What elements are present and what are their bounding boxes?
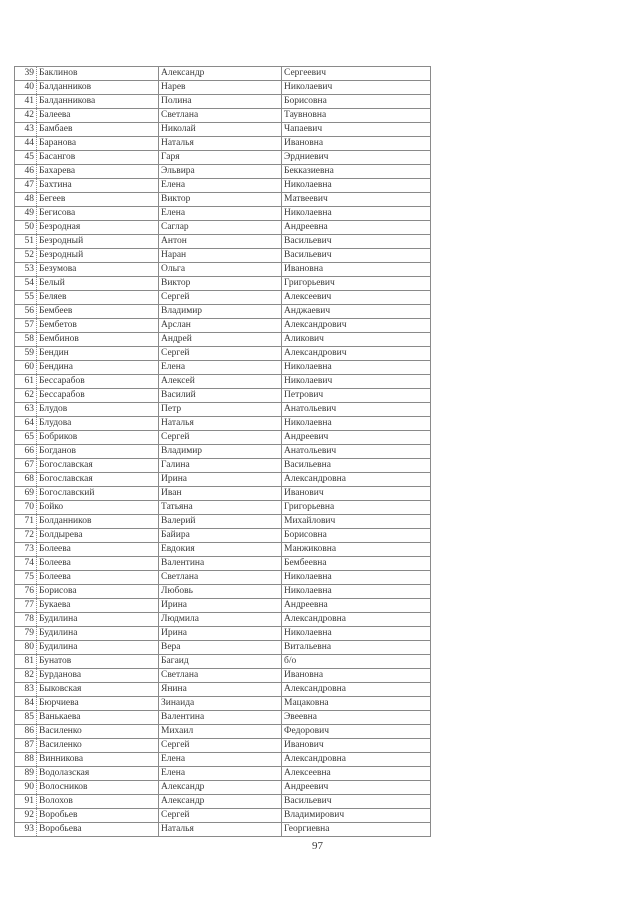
table-row <box>15 725 431 739</box>
first-name-cell: Елена <box>159 753 282 767</box>
patronymic-cell: Анджаевич <box>282 305 431 319</box>
table-row <box>15 543 431 557</box>
patronymic-cell: Николаевна <box>282 417 431 431</box>
last-name-cell: Бессарабов <box>37 375 159 389</box>
table-row <box>15 781 431 795</box>
first-name-cell: Ольга <box>159 263 282 277</box>
row-number-cell: 72 <box>15 529 37 543</box>
table-row <box>15 277 431 291</box>
patronymic-cell: Николаевна <box>282 627 431 641</box>
last-name-cell: Богославский <box>37 487 159 501</box>
last-name-cell: Бембинов <box>37 333 159 347</box>
table-row <box>15 207 431 221</box>
row-number-cell: 54 <box>15 277 37 291</box>
table-row <box>15 375 431 389</box>
first-name-cell: Наран <box>159 249 282 263</box>
row-number-cell: 49 <box>15 207 37 221</box>
first-name-cell: Багаид <box>159 655 282 669</box>
first-name-cell: Людмила <box>159 613 282 627</box>
table-row <box>15 627 431 641</box>
first-name-cell: Ирина <box>159 599 282 613</box>
last-name-cell: Бегеев <box>37 193 159 207</box>
row-number-cell: 42 <box>15 109 37 123</box>
table-row <box>15 179 431 193</box>
first-name-cell: Сергей <box>159 431 282 445</box>
table-row <box>15 235 431 249</box>
patronymic-cell: Васильевна <box>282 459 431 473</box>
patronymic-cell: Николаевич <box>282 81 431 95</box>
row-number-cell: 59 <box>15 347 37 361</box>
row-number-cell: 44 <box>15 137 37 151</box>
patronymic-cell: Владимирович <box>282 809 431 823</box>
patronymic-cell: Александрович <box>282 347 431 361</box>
first-name-cell: Светлана <box>159 571 282 585</box>
patronymic-cell: Мацаковна <box>282 697 431 711</box>
table-row <box>15 501 431 515</box>
row-number-cell: 84 <box>15 697 37 711</box>
last-name-cell: Блудова <box>37 417 159 431</box>
row-number-cell: 89 <box>15 767 37 781</box>
table-row <box>15 347 431 361</box>
table-row <box>15 571 431 585</box>
patronymic-cell: Ивановна <box>282 137 431 151</box>
last-name-cell: Волохов <box>37 795 159 809</box>
first-name-cell: Байира <box>159 529 282 543</box>
row-number-cell: 39 <box>15 67 37 81</box>
row-number-cell: 83 <box>15 683 37 697</box>
patronymic-cell: Борисовна <box>282 529 431 543</box>
table-row <box>15 655 431 669</box>
row-number-cell: 64 <box>15 417 37 431</box>
row-number-cell: 80 <box>15 641 37 655</box>
last-name-cell: Баклинов <box>37 67 159 81</box>
patronymic-cell: Михайлович <box>282 515 431 529</box>
last-name-cell: Бобриков <box>37 431 159 445</box>
last-name-cell: Белый <box>37 277 159 291</box>
row-number-cell: 66 <box>15 445 37 459</box>
patronymic-cell: Александровна <box>282 613 431 627</box>
first-name-cell: Саглар <box>159 221 282 235</box>
first-name-cell: Сергей <box>159 809 282 823</box>
patronymic-cell: Николаевна <box>282 179 431 193</box>
last-name-cell: Богославская <box>37 473 159 487</box>
patronymic-cell: Александрович <box>282 319 431 333</box>
row-number-cell: 62 <box>15 389 37 403</box>
table-row <box>15 431 431 445</box>
row-number-cell: 73 <box>15 543 37 557</box>
last-name-cell: Безумова <box>37 263 159 277</box>
patronymic-cell: Аликович <box>282 333 431 347</box>
row-number-cell: 90 <box>15 781 37 795</box>
patronymic-cell: Иванович <box>282 487 431 501</box>
last-name-cell: Болданников <box>37 515 159 529</box>
last-name-cell: Будилина <box>37 627 159 641</box>
first-name-cell: Нарев <box>159 81 282 95</box>
last-name-cell: Баранова <box>37 137 159 151</box>
first-name-cell: Александр <box>159 67 282 81</box>
table-row <box>15 473 431 487</box>
last-name-cell: Бойко <box>37 501 159 515</box>
row-number-cell: 50 <box>15 221 37 235</box>
table-row <box>15 319 431 333</box>
names-table-container <box>14 66 430 837</box>
last-name-cell: Водолазская <box>37 767 159 781</box>
last-name-cell: Бендин <box>37 347 159 361</box>
table-row <box>15 795 431 809</box>
patronymic-cell: Васильевич <box>282 795 431 809</box>
patronymic-cell: Борисовна <box>282 95 431 109</box>
table-row <box>15 767 431 781</box>
first-name-cell: Наталья <box>159 417 282 431</box>
row-number-cell: 92 <box>15 809 37 823</box>
row-number-cell: 57 <box>15 319 37 333</box>
patronymic-cell: Витальевна <box>282 641 431 655</box>
last-name-cell: Болдырева <box>37 529 159 543</box>
first-name-cell: Николай <box>159 123 282 137</box>
table-row <box>15 585 431 599</box>
patronymic-cell: Александровна <box>282 753 431 767</box>
table-row <box>15 711 431 725</box>
table-row <box>15 669 431 683</box>
first-name-cell: Антон <box>159 235 282 249</box>
patronymic-cell: Александровна <box>282 683 431 697</box>
row-number-cell: 63 <box>15 403 37 417</box>
table-row <box>15 249 431 263</box>
patronymic-cell: Николаевна <box>282 361 431 375</box>
last-name-cell: Безродный <box>37 249 159 263</box>
first-name-cell: Полина <box>159 95 282 109</box>
last-name-cell: Болеева <box>37 571 159 585</box>
table-row <box>15 515 431 529</box>
last-name-cell: Бессарабов <box>37 389 159 403</box>
last-name-cell: Безродный <box>37 235 159 249</box>
first-name-cell: Янина <box>159 683 282 697</box>
patronymic-cell: Николаевна <box>282 207 431 221</box>
patronymic-cell: Бембеевна <box>282 557 431 571</box>
first-name-cell: Ирина <box>159 627 282 641</box>
patronymic-cell: Ивановна <box>282 669 431 683</box>
first-name-cell: Галина <box>159 459 282 473</box>
names-table <box>14 66 431 837</box>
last-name-cell: Будилина <box>37 641 159 655</box>
patronymic-cell: Николаевна <box>282 585 431 599</box>
table-row <box>15 333 431 347</box>
table-row <box>15 459 431 473</box>
row-number-cell: 56 <box>15 305 37 319</box>
first-name-cell: Владимир <box>159 445 282 459</box>
row-number-cell: 55 <box>15 291 37 305</box>
first-name-cell: Сергей <box>159 739 282 753</box>
row-number-cell: 71 <box>15 515 37 529</box>
patronymic-cell: Андреевна <box>282 221 431 235</box>
first-name-cell: Любовь <box>159 585 282 599</box>
patronymic-cell: Эвеевна <box>282 711 431 725</box>
last-name-cell: Басангов <box>37 151 159 165</box>
table-row <box>15 445 431 459</box>
first-name-cell: Наталья <box>159 137 282 151</box>
patronymic-cell: Васильевич <box>282 249 431 263</box>
patronymic-cell: Петрович <box>282 389 431 403</box>
first-name-cell: Александр <box>159 795 282 809</box>
row-number-cell: 47 <box>15 179 37 193</box>
row-number-cell: 43 <box>15 123 37 137</box>
row-number-cell: 68 <box>15 473 37 487</box>
row-number-cell: 60 <box>15 361 37 375</box>
table-row <box>15 291 431 305</box>
table-row <box>15 151 431 165</box>
patronymic-cell: Андреевич <box>282 431 431 445</box>
patronymic-cell: Эрдниевич <box>282 151 431 165</box>
first-name-cell: Валентина <box>159 557 282 571</box>
first-name-cell: Петр <box>159 403 282 417</box>
last-name-cell: Бюрчиева <box>37 697 159 711</box>
patronymic-cell: Васильевич <box>282 235 431 249</box>
row-number-cell: 91 <box>15 795 37 809</box>
patronymic-cell: Андреевич <box>282 781 431 795</box>
row-number-cell: 69 <box>15 487 37 501</box>
row-number-cell: 41 <box>15 95 37 109</box>
row-number-cell: 45 <box>15 151 37 165</box>
first-name-cell: Ирина <box>159 473 282 487</box>
first-name-cell: Вера <box>159 641 282 655</box>
row-number-cell: 81 <box>15 655 37 669</box>
patronymic-cell: Анатольевич <box>282 445 431 459</box>
last-name-cell: Бембетов <box>37 319 159 333</box>
last-name-cell: Бахарева <box>37 165 159 179</box>
table-row <box>15 683 431 697</box>
last-name-cell: Блудов <box>37 403 159 417</box>
first-name-cell: Эльвира <box>159 165 282 179</box>
last-name-cell: Безродная <box>37 221 159 235</box>
patronymic-cell: Манжиковна <box>282 543 431 557</box>
patronymic-cell: Таувновна <box>282 109 431 123</box>
patronymic-cell: Чапаевич <box>282 123 431 137</box>
row-number-cell: 88 <box>15 753 37 767</box>
table-row <box>15 263 431 277</box>
table-row <box>15 823 431 837</box>
last-name-cell: Балданникова <box>37 95 159 109</box>
last-name-cell: Богданов <box>37 445 159 459</box>
first-name-cell: Валерий <box>159 515 282 529</box>
table-row <box>15 697 431 711</box>
first-name-cell: Андрей <box>159 333 282 347</box>
last-name-cell: Бегисова <box>37 207 159 221</box>
row-number-cell: 74 <box>15 557 37 571</box>
table-row <box>15 403 431 417</box>
row-number-cell: 52 <box>15 249 37 263</box>
first-name-cell: Виктор <box>159 193 282 207</box>
last-name-cell: Беляев <box>37 291 159 305</box>
last-name-cell: Балеева <box>37 109 159 123</box>
patronymic-cell: Александровна <box>282 473 431 487</box>
first-name-cell: Валентина <box>159 711 282 725</box>
first-name-cell: Владимир <box>159 305 282 319</box>
row-number-cell: 86 <box>15 725 37 739</box>
patronymic-cell: Анатольевич <box>282 403 431 417</box>
row-number-cell: 78 <box>15 613 37 627</box>
last-name-cell: Винникова <box>37 753 159 767</box>
first-name-cell: Алексей <box>159 375 282 389</box>
table-row <box>15 417 431 431</box>
table-row <box>15 305 431 319</box>
patronymic-cell: Бекказиевна <box>282 165 431 179</box>
last-name-cell: Букаева <box>37 599 159 613</box>
last-name-cell: Богославская <box>37 459 159 473</box>
page-number: 97 <box>312 840 323 852</box>
last-name-cell: Борисова <box>37 585 159 599</box>
first-name-cell: Елена <box>159 207 282 221</box>
row-number-cell: 77 <box>15 599 37 613</box>
row-number-cell: 46 <box>15 165 37 179</box>
last-name-cell: Быковская <box>37 683 159 697</box>
row-number-cell: 76 <box>15 585 37 599</box>
table-row <box>15 361 431 375</box>
first-name-cell: Елена <box>159 767 282 781</box>
row-number-cell: 65 <box>15 431 37 445</box>
table-row <box>15 739 431 753</box>
last-name-cell: Волосников <box>37 781 159 795</box>
row-number-cell: 75 <box>15 571 37 585</box>
last-name-cell: Василенко <box>37 725 159 739</box>
row-number-cell: 67 <box>15 459 37 473</box>
patronymic-cell: Николаевич <box>282 375 431 389</box>
first-name-cell: Елена <box>159 361 282 375</box>
names-table-body <box>15 67 431 837</box>
first-name-cell: Михаил <box>159 725 282 739</box>
patronymic-cell: Григорьевна <box>282 501 431 515</box>
row-number-cell: 51 <box>15 235 37 249</box>
table-row <box>15 599 431 613</box>
patronymic-cell: Алексеевна <box>282 767 431 781</box>
first-name-cell: Александр <box>159 781 282 795</box>
patronymic-cell: Андреевна <box>282 599 431 613</box>
last-name-cell: Балданников <box>37 81 159 95</box>
patronymic-cell: Матвеевич <box>282 193 431 207</box>
last-name-cell: Бурданова <box>37 669 159 683</box>
first-name-cell: Наталья <box>159 823 282 837</box>
table-row <box>15 221 431 235</box>
last-name-cell: Бамбаев <box>37 123 159 137</box>
table-row <box>15 753 431 767</box>
first-name-cell: Сергей <box>159 291 282 305</box>
patronymic-cell: Сергеевич <box>282 67 431 81</box>
table-row <box>15 557 431 571</box>
first-name-cell: Виктор <box>159 277 282 291</box>
table-row <box>15 613 431 627</box>
table-row <box>15 109 431 123</box>
last-name-cell: Болеева <box>37 543 159 557</box>
row-number-cell: 87 <box>15 739 37 753</box>
table-row <box>15 123 431 137</box>
table-row <box>15 165 431 179</box>
first-name-cell: Зинаида <box>159 697 282 711</box>
patronymic-cell: б/о <box>282 655 431 669</box>
row-number-cell: 40 <box>15 81 37 95</box>
last-name-cell: Болеева <box>37 557 159 571</box>
row-number-cell: 93 <box>15 823 37 837</box>
patronymic-cell: Николаевна <box>282 571 431 585</box>
first-name-cell: Елена <box>159 179 282 193</box>
row-number-cell: 58 <box>15 333 37 347</box>
row-number-cell: 53 <box>15 263 37 277</box>
table-row <box>15 641 431 655</box>
row-number-cell: 85 <box>15 711 37 725</box>
last-name-cell: Бембеев <box>37 305 159 319</box>
table-row <box>15 487 431 501</box>
first-name-cell: Светлана <box>159 109 282 123</box>
patronymic-cell: Георгиевна <box>282 823 431 837</box>
row-number-cell: 82 <box>15 669 37 683</box>
last-name-cell: Василенко <box>37 739 159 753</box>
first-name-cell: Арслан <box>159 319 282 333</box>
patronymic-cell: Ивановна <box>282 263 431 277</box>
first-name-cell: Светлана <box>159 669 282 683</box>
patronymic-cell: Федорович <box>282 725 431 739</box>
row-number-cell: 61 <box>15 375 37 389</box>
row-number-cell: 48 <box>15 193 37 207</box>
table-row <box>15 137 431 151</box>
table-row <box>15 529 431 543</box>
first-name-cell: Гаря <box>159 151 282 165</box>
patronymic-cell: Григорьевич <box>282 277 431 291</box>
first-name-cell: Татьяна <box>159 501 282 515</box>
patronymic-cell: Алексеевич <box>282 291 431 305</box>
first-name-cell: Сергей <box>159 347 282 361</box>
last-name-cell: Бендина <box>37 361 159 375</box>
table-row <box>15 95 431 109</box>
last-name-cell: Будилина <box>37 613 159 627</box>
table-row <box>15 67 431 81</box>
row-number-cell: 70 <box>15 501 37 515</box>
table-row <box>15 81 431 95</box>
first-name-cell: Василий <box>159 389 282 403</box>
table-row <box>15 809 431 823</box>
table-row <box>15 389 431 403</box>
last-name-cell: Ванькаева <box>37 711 159 725</box>
table-row <box>15 193 431 207</box>
last-name-cell: Бахтина <box>37 179 159 193</box>
patronymic-cell: Иванович <box>282 739 431 753</box>
first-name-cell: Евдокия <box>159 543 282 557</box>
last-name-cell: Бунатов <box>37 655 159 669</box>
last-name-cell: Воробьева <box>37 823 159 837</box>
last-name-cell: Воробьев <box>37 809 159 823</box>
first-name-cell: Иван <box>159 487 282 501</box>
row-number-cell: 79 <box>15 627 37 641</box>
